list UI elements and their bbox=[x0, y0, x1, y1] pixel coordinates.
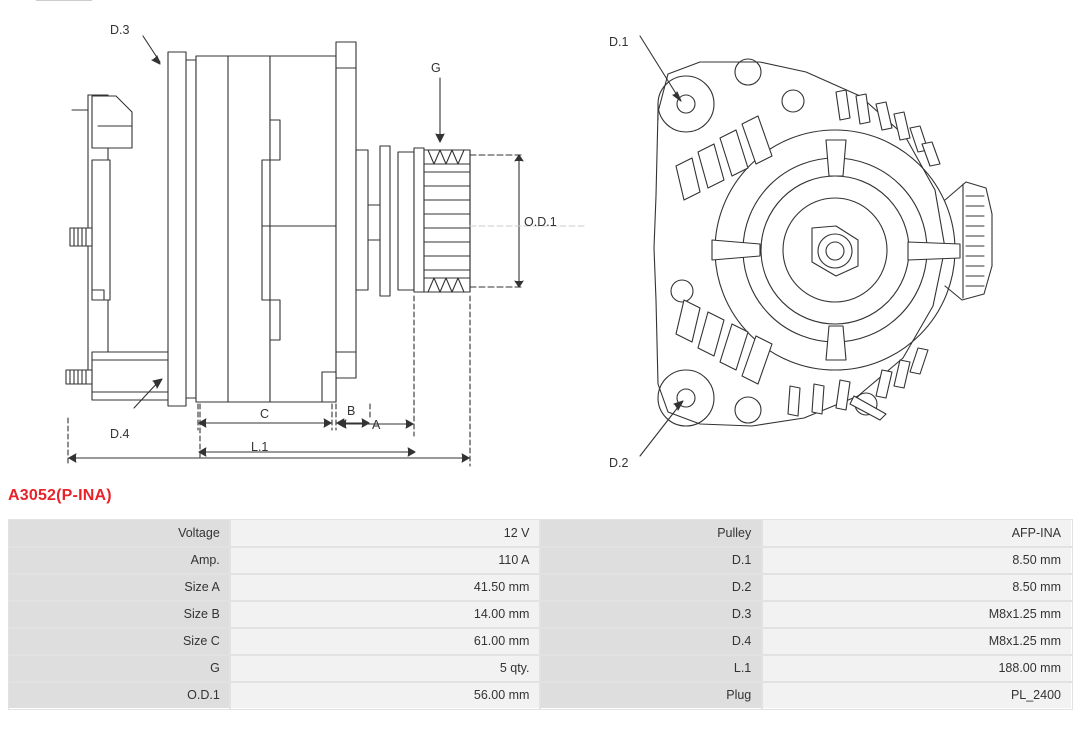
spec-value: 14.00 mm bbox=[230, 601, 540, 628]
label-l1: L.1 bbox=[251, 440, 269, 454]
table-row bbox=[9, 520, 1072, 547]
spec-value: 8.50 mm bbox=[762, 547, 1072, 574]
spec-value: 61.00 mm bbox=[230, 628, 540, 655]
spec-value: 8.50 mm bbox=[762, 574, 1072, 601]
label-b: B bbox=[347, 404, 356, 418]
spec-label: O.D.1 bbox=[9, 682, 231, 709]
label-a: A bbox=[372, 418, 381, 432]
label-d1: D.1 bbox=[609, 35, 629, 49]
spec-value: 5 qty. bbox=[230, 655, 540, 682]
spec-value: PL_2400 bbox=[762, 682, 1072, 709]
table-row bbox=[9, 601, 1072, 628]
spec-label: D.3 bbox=[540, 601, 762, 628]
spec-label: D.4 bbox=[540, 628, 762, 655]
spec-value: 56.00 mm bbox=[230, 682, 540, 709]
spec-label: Amp. bbox=[9, 547, 231, 574]
spec-value: M8x1.25 mm bbox=[762, 628, 1072, 655]
label-d4: D.4 bbox=[110, 427, 130, 441]
spec-label: Voltage bbox=[9, 520, 231, 547]
spec-label: Size C bbox=[9, 628, 231, 655]
spec-value: 12 V bbox=[230, 520, 540, 547]
spec-label: L.1 bbox=[540, 655, 762, 682]
spec-label: G bbox=[9, 655, 231, 682]
label-c: C bbox=[260, 407, 270, 421]
table-row bbox=[9, 628, 1072, 655]
label-od1: O.D.1 bbox=[524, 215, 557, 229]
spec-label: Plug bbox=[540, 682, 762, 709]
spec-value: 110 A bbox=[230, 547, 540, 574]
spec-label: Size B bbox=[9, 601, 231, 628]
spec-label: D.2 bbox=[540, 574, 762, 601]
spec-value: AFP-INA bbox=[762, 520, 1072, 547]
spec-label: D.1 bbox=[540, 547, 762, 574]
table-row bbox=[9, 655, 1072, 682]
label-d2: D.2 bbox=[609, 456, 629, 470]
spec-value: M8x1.25 mm bbox=[762, 601, 1072, 628]
page-title: A3052(P-INA) bbox=[8, 487, 112, 504]
label-g: G bbox=[431, 61, 441, 75]
spec-label: Pulley bbox=[540, 520, 762, 547]
label-d3: D.3 bbox=[110, 23, 130, 37]
table-row bbox=[9, 547, 1072, 574]
table-row bbox=[9, 574, 1072, 601]
spec-value: 41.50 mm bbox=[230, 574, 540, 601]
table-row bbox=[9, 682, 1072, 709]
specifications-table bbox=[8, 519, 1072, 709]
spec-value: 188.00 mm bbox=[762, 655, 1072, 682]
spec-label: Size A bbox=[9, 574, 231, 601]
